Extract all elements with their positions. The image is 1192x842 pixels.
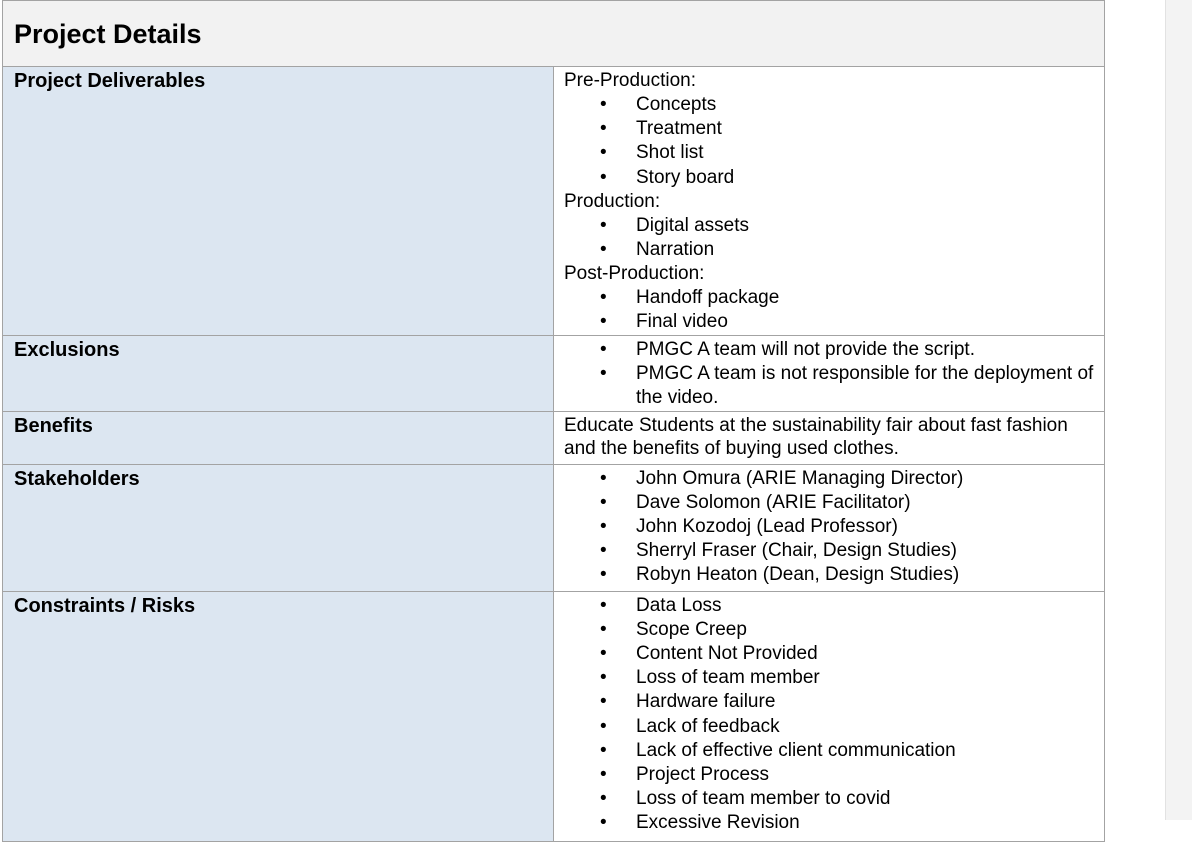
- project-details-table: [2, 0, 1105, 842]
- deliverables-label: Project Deliverables: [3, 67, 554, 336]
- benefits-text: Educate Students at the sustainability fair about fast fashion and the benefits of buying used clothes.: [564, 414, 1068, 459]
- list-item: • John Kozodoj (Lead Professor): [564, 515, 1096, 539]
- list-item: • Content Not Provided: [564, 642, 1096, 666]
- list-item: • PMGC A team is not responsible for the deployment of the video.: [564, 362, 1096, 410]
- list-item: • PMGC A team will not provide the script.: [564, 338, 1096, 362]
- stakeholders-list: [564, 467, 1096, 588]
- list-item: • Loss of team member: [564, 666, 1096, 690]
- list-item: • Lack of feedback: [564, 715, 1096, 739]
- deliverables-content: [554, 67, 1105, 336]
- list-item: • Concepts: [564, 93, 1096, 117]
- stakeholders-row: [3, 464, 1105, 591]
- exclusions-list: [564, 338, 1096, 411]
- benefits-content: [554, 411, 1105, 464]
- list-item: • Shot list: [564, 141, 1096, 165]
- risks-label: Constraints / Risks: [3, 591, 554, 841]
- exclusions-row: [3, 336, 1105, 412]
- list-item: • Lack of effective client communication: [564, 739, 1096, 763]
- table-title: Project Details: [3, 1, 1105, 67]
- list-item: • Digital assets: [564, 214, 1096, 238]
- section-heading-production: Production:: [564, 190, 661, 212]
- production-list: [564, 214, 1096, 262]
- list-item: • Story board: [564, 166, 1096, 190]
- list-item: • Loss of team member to covid: [564, 787, 1096, 811]
- list-item: • Robyn Heaton (Dean, Design Studies): [564, 563, 1096, 587]
- risks-list: [564, 594, 1096, 836]
- exclusions-label: Exclusions: [3, 336, 554, 412]
- list-item: • Handoff package: [564, 286, 1096, 310]
- section-heading-pre-production: Pre-Production:: [564, 70, 697, 91]
- list-item: • Data Loss: [564, 594, 1096, 618]
- list-item: • John Omura (ARIE Managing Director): [564, 467, 1096, 491]
- list-item: • Treatment: [564, 117, 1096, 141]
- list-item: • Excessive Revision: [564, 811, 1096, 835]
- list-item: • Sherryl Fraser (Chair, Design Studies): [564, 539, 1096, 563]
- pre-production-list: [564, 93, 1096, 190]
- exclusions-content: [554, 336, 1105, 412]
- list-item: • Narration: [564, 238, 1096, 262]
- benefits-row: [3, 411, 1105, 464]
- post-production-list: [564, 286, 1096, 334]
- list-item: • Final video: [564, 310, 1096, 334]
- risks-row: [3, 591, 1105, 841]
- stakeholders-label: Stakeholders: [3, 464, 554, 591]
- deliverables-row: [3, 67, 1105, 336]
- list-item: • Scope Creep: [564, 618, 1096, 642]
- risks-content: [554, 591, 1105, 841]
- title-row: [3, 1, 1105, 67]
- stakeholders-content: [554, 464, 1105, 591]
- list-item: • Project Process: [564, 763, 1096, 787]
- benefits-label: Benefits: [3, 411, 554, 464]
- section-heading-post-production: Post-Production:: [564, 263, 705, 285]
- list-item: • Dave Solomon (ARIE Facilitator): [564, 491, 1096, 515]
- list-item: • Hardware failure: [564, 690, 1096, 714]
- vertical-scrollbar[interactable]: [1165, 0, 1192, 820]
